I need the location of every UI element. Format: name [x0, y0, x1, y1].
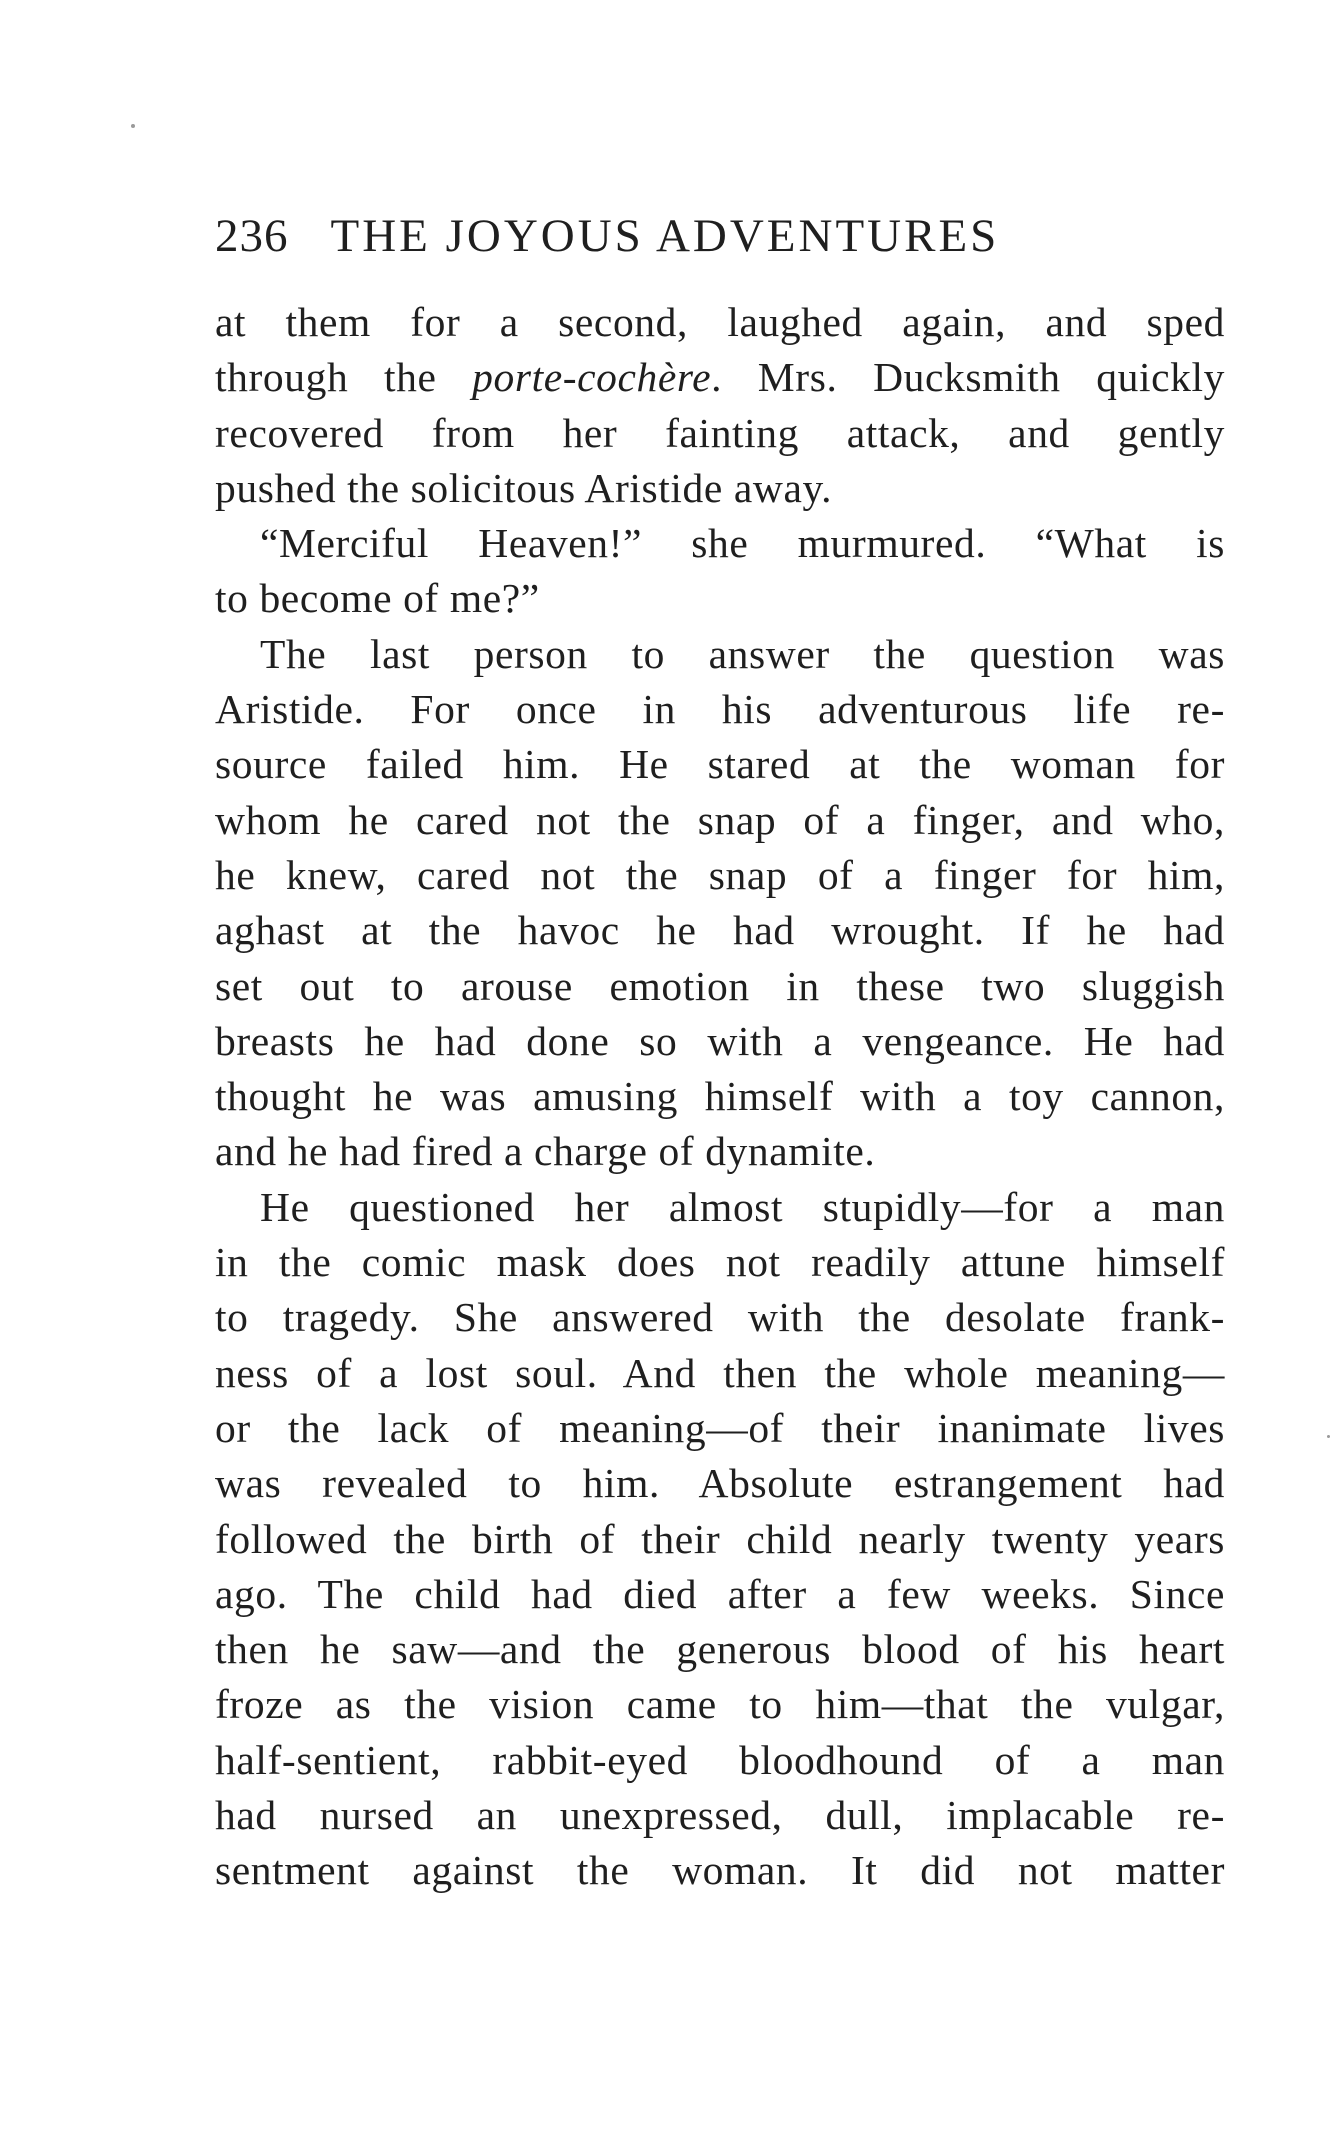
text-line: froze as the vision came to him—that the vulgar,	[215, 1681, 1225, 1728]
text-line: Aristide. For once in his adventurous life re-	[215, 686, 1225, 733]
text-line: had nursed an unexpressed, dull, implacable re-	[215, 1792, 1225, 1839]
text-line: aghast at the havoc he had wrought. If he had	[215, 907, 1225, 954]
text-line: recovered from her fainting attack, and gently	[215, 409, 1225, 456]
text-line: He questioned her almost stupidly—for a man	[260, 1183, 1225, 1230]
book-title: THE JOYOUS ADVENTURES	[330, 210, 1000, 262]
paper-speck	[131, 124, 135, 128]
text-line: set out to arouse emotion in these two sluggish	[215, 962, 1225, 1009]
text-line: sentment against the woman. It did not matter	[215, 1847, 1225, 1894]
text-segment: through the	[215, 354, 473, 401]
text-line: half-sentient, rabbit-eyed bloodhound of a man	[215, 1736, 1225, 1783]
text-line: then he saw—and the generous blood of his heart	[215, 1626, 1225, 1673]
text-line: to become of me?”	[215, 575, 540, 622]
text-line: was revealed to him. Absolute estrangement had	[215, 1460, 1225, 1507]
paper-speck	[1327, 1435, 1330, 1438]
page-number: 236	[215, 210, 289, 262]
body-text	[215, 295, 1225, 1899]
text-line: in the comic mask does not readily attune himself	[215, 1239, 1225, 1286]
text-line: or the lack of meaning—of their inanimate lives	[215, 1404, 1225, 1451]
text-line: he knew, cared not the snap of a finger for him,	[215, 851, 1225, 898]
text-line: The last person to answer the question was	[260, 630, 1225, 677]
text-line: whom he cared not the snap of a finger, and who,	[215, 796, 1225, 843]
text-line: and he had fired a charge of dynamite.	[215, 1128, 876, 1175]
italic-phrase: porte-cochère	[472, 354, 712, 401]
text-line	[215, 350, 1225, 405]
text-line: thought he was amusing himself with a toy cannon,	[215, 1073, 1225, 1120]
text-line: pushed the solicitous Aristide away.	[215, 464, 833, 511]
running-head	[215, 208, 1225, 264]
text-line: breasts he had done so with a vengeance. He had	[215, 1017, 1225, 1064]
text-line: to tragedy. She answered with the desolate frank-	[215, 1294, 1225, 1341]
text-line: “Merciful Heaven!” she murmured. “What is	[260, 520, 1225, 567]
text-line: at them for a second, laughed again, and sped	[215, 299, 1225, 345]
text-line: ago. The child had died after a few weeks. Since	[215, 1570, 1225, 1617]
text-line: source failed him. He stared at the woman for	[215, 741, 1225, 788]
text-segment: . Mrs. Ducksmith quickly	[711, 354, 1225, 401]
text-line: followed the birth of their child nearly twenty years	[215, 1515, 1225, 1562]
text-line: ness of a lost soul. And then the whole meaning—	[215, 1349, 1225, 1396]
